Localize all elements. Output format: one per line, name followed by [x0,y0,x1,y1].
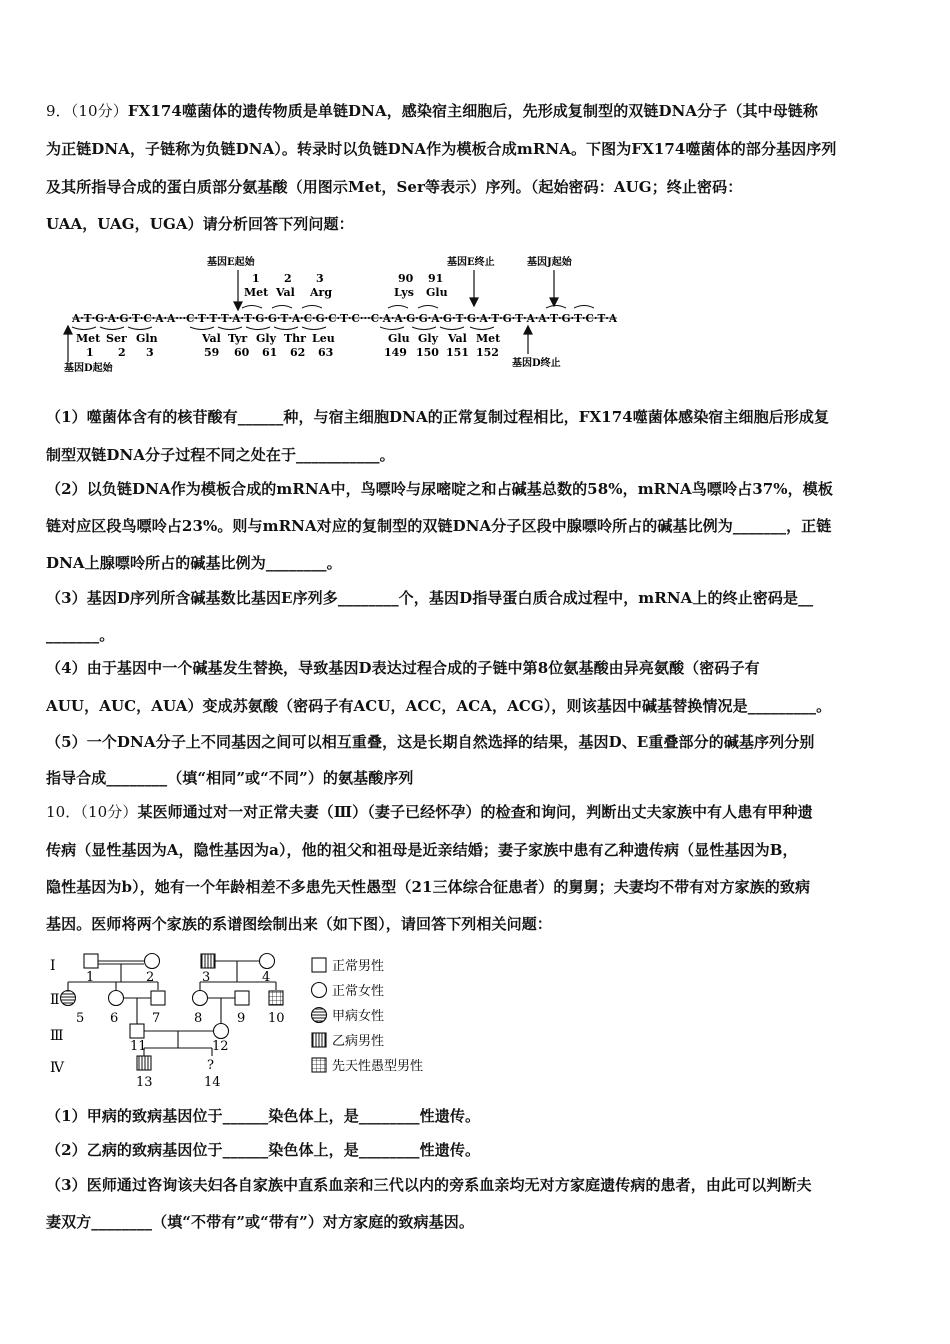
individual-3-disease-b-male [201,954,215,968]
q9-intro-3: 及其所指导合成的蛋白质部分氨基酸（用图示Met，Ser等表示）序列。（起始密码：AUG；终止密码： [46,178,743,196]
individual-11-normal-male [130,1024,144,1038]
q9-part-1b: 制型双链DNA分子过程不同之处在于___________。 [46,446,395,464]
individual-number: 7 [152,1011,161,1026]
generation-label: Ⅱ [50,992,60,1008]
gene-j-start-label: 基因J起始 [527,257,572,268]
q9-intro-4: UAA，UAG，UGA）请分析回答下列问题： [46,215,354,233]
bottom-number: 60 [234,346,250,359]
q10-intro-1: 某医师通过对一对正常夫妻（Ⅲ）（妻子已经怀孕）的检查和询问，判断出丈夫家族中有人患有甲种遗 [137,803,813,821]
bottom-amino: Met [476,332,501,345]
top-codon-braces [242,306,594,309]
individual-12-normal-female [214,1024,229,1039]
top-amino: Met [244,286,269,299]
individual-10-down-syndrome-male [269,991,283,1005]
legend-down-syndrome-male-symbol [312,1058,326,1072]
q9-part-4a: （4）由于基因中一个碱基发生替换，导致基因D表达过程合成的子链中第8位氨基酸由异亮氨酸（密码子有 [46,659,760,677]
individual-number: 1 [86,970,95,985]
individual-number: 9 [237,1011,246,1026]
q9-part-2b: 链对应区段鸟嘌呤占23%。则与mRNA对应的复制型的双链DNA分子区段中腺嘌呤所占的碱基比例为_______，正链 [46,517,832,535]
legend-normal-female-symbol [312,983,327,998]
bottom-amino: Val [202,332,221,345]
gene-e-start-label: 基因E起始 [207,257,255,268]
q9-part-1a: （1）噬菌体含有的核苷酸有______种，与宿主细胞DNA的正常复制过程相比，FX174噬菌体感染宿主细胞后形成复 [46,408,830,426]
bottom-number: 151 [446,346,469,359]
gene-d-end-label: 基因D终止 [512,358,561,369]
legend-disease-b-male-symbol [312,1033,326,1047]
q9-part-5a: （5）一个DNA分子上不同基因之间可以相互重叠，这是长期自然选择的结果，基因D、E重叠部分的碱基序列分别 [46,733,815,751]
legend-label: 正常女性 [332,984,385,999]
bottom-number: 152 [476,346,499,359]
bottom-amino: Gly [418,332,438,345]
q10-part-1: （1）甲病的致病基因位于______染色体上，是________性遗传。 [46,1107,481,1125]
arrow-head [470,298,478,306]
q9-intro-2: 为正链DNA，子链称为负链DNA）。转录时以负链DNA作为模板合成mRNA。下图为FX174噬菌体的部分基因序列 [46,140,837,158]
individual-number: 2 [146,970,155,985]
q10-number: 10．（10分） [46,803,138,821]
bottom-codon-braces [72,327,494,330]
q9-part-3a: （3）基因D序列所含碱基数比基因E序列多________个，基因D指导蛋白质合成过程中，mRNA上的终止密码是__ [46,589,814,607]
pedigree-figure [48,948,458,1093]
individual-1-normal-male [84,954,98,968]
top-number: 91 [428,272,444,285]
bottom-amino: Thr [284,332,306,345]
q9-number: 9．（10分） [46,102,128,120]
bottom-amino: Ser [106,332,127,345]
q9-part-4b: AUU，AUC，AUA）变成苏氨酸（密码子有ACU，ACC，ACA，ACG），则该基因中碱基替换情况是_________。 [46,697,832,715]
individual-9-normal-male [235,991,249,1005]
legend-label: 先天性愚型男性 [332,1059,424,1074]
q9-part-2a: （2）以负链DNA作为模板合成的mRNA中，鸟嘌呤与尿嘧啶之和占碱基总数的58%，mRNA鸟嘌呤占37%，模板 [46,480,833,498]
gene-d-start-label: 基因D起始 [64,363,113,374]
bottom-number: 2 [118,346,126,359]
bottom-number: 149 [384,346,407,359]
individual-number: 8 [194,1011,203,1026]
individual-7-normal-male [151,991,165,1005]
q10-intro-3: 隐性基因为b），她有一个年龄相差不多患先天性愚型（21三体综合征患者）的舅舅；夫妻均不带有对方家族的致病 [46,878,811,896]
legend-disease-a-female-symbol [312,1008,327,1023]
q10-part-2: （2）乙病的致病基因位于______染色体上，是________性遗传。 [46,1141,481,1159]
bottom-amino: Glu [388,332,410,345]
bottom-number: 61 [262,346,278,359]
q9-part-3b: _______。 [46,626,115,644]
individual-13-disease-b-male [137,1056,151,1070]
gene-e-end-label: 基因E终止 [447,257,495,268]
individual-number: 3 [202,970,211,985]
individual-number: 5 [76,1011,85,1026]
top-number: 90 [398,272,414,285]
individual-number: 13 [136,1075,153,1090]
dna-sequence: A·T·G·A·G·T·C·A·A···C·T·T·T·A·T·G·G·T·A·C·G·C·T·C···C·A·A·G·G·A·G·T·G·A·T·G·T·A·A·T·G·T·C·T·A [71,311,618,325]
individual-6-normal-female [109,991,124,1006]
generation-label: Ⅲ [50,1028,64,1044]
legend-label: 甲病女性 [332,1009,385,1024]
bottom-number: 3 [146,346,154,359]
bottom-amino: Gly [256,332,276,345]
individual-number: 12 [212,1039,229,1054]
bottom-amino: Gln [136,332,158,345]
individual-5-disease-a-female [61,991,76,1006]
bottom-amino: Val [448,332,467,345]
q9-part-2c: DNA上腺嘌呤所占的碱基比例为________。 [46,554,342,572]
individual-number: 4 [262,970,271,985]
q9-part-5b: 指导合成________（填“相同”或“不同”）的氨基酸序列 [46,769,414,787]
top-number: 2 [284,272,292,285]
individual-number: 10 [268,1011,285,1026]
legend-label: 正常男性 [332,959,385,974]
bottom-number: 1 [86,346,94,359]
generation-label: Ⅰ [50,958,56,974]
arrow-head [234,302,242,310]
q10-intro-4: 基因。医师将两个家族的系谱图绘制出来（如下图），请回答下列相关问题： [46,915,552,933]
generation-label: Ⅳ [50,1060,64,1076]
individual-number: 6 [110,1011,119,1026]
bottom-amino: Met [76,332,101,345]
arrow-head [524,326,532,334]
individual-14-unknown: ? [207,1058,214,1073]
bottom-number: 59 [204,346,220,359]
top-number: 1 [252,272,260,285]
top-amino: Val [276,286,295,299]
legend-label: 乙病男性 [332,1034,385,1049]
top-amino: Lys [394,286,414,299]
arrow-head [64,326,72,334]
q10-part-3b: 妻双方________（填“不带有”或“带有”）对方家庭的致病基因。 [46,1213,474,1231]
top-number: 3 [316,272,324,285]
bottom-amino: Tyr [228,332,248,345]
q9-intro-1: FX174噬菌体的遗传物质是单链DNA，感染宿主细胞后，先形成复制型的双链DNA分子（其中母链称 [127,102,818,120]
q10-part-3a: （3）医师通过咨询该夫妇各自家族中直系血亲和三代以内的旁系血亲均无对方家庭遗传病的患者，由此可以判断夫 [46,1176,812,1194]
individual-8-normal-female [193,991,208,1006]
q9-line-1 [46,101,910,121]
arrow-head [550,298,558,306]
individual-number: 11 [130,1039,147,1054]
gene-sequence-figure [62,250,622,375]
bottom-number: 62 [290,346,306,359]
individual-4-normal-female [260,954,275,969]
top-amino: Glu [426,286,448,299]
bottom-amino: Leu [312,332,335,345]
bottom-number: 63 [318,346,334,359]
legend-normal-male-symbol [312,958,326,972]
q10-line-1 [46,802,910,822]
individual-number: 14 [204,1075,221,1090]
bottom-number: 150 [416,346,439,359]
q10-intro-2: 传病（显性基因为A，隐性基因为a），他的祖父和祖母是近亲结婚；妻子家族中患有乙种遗传病（显性基因为B， [46,841,798,859]
individual-2-normal-female [145,954,160,969]
top-amino: Arg [310,286,333,299]
